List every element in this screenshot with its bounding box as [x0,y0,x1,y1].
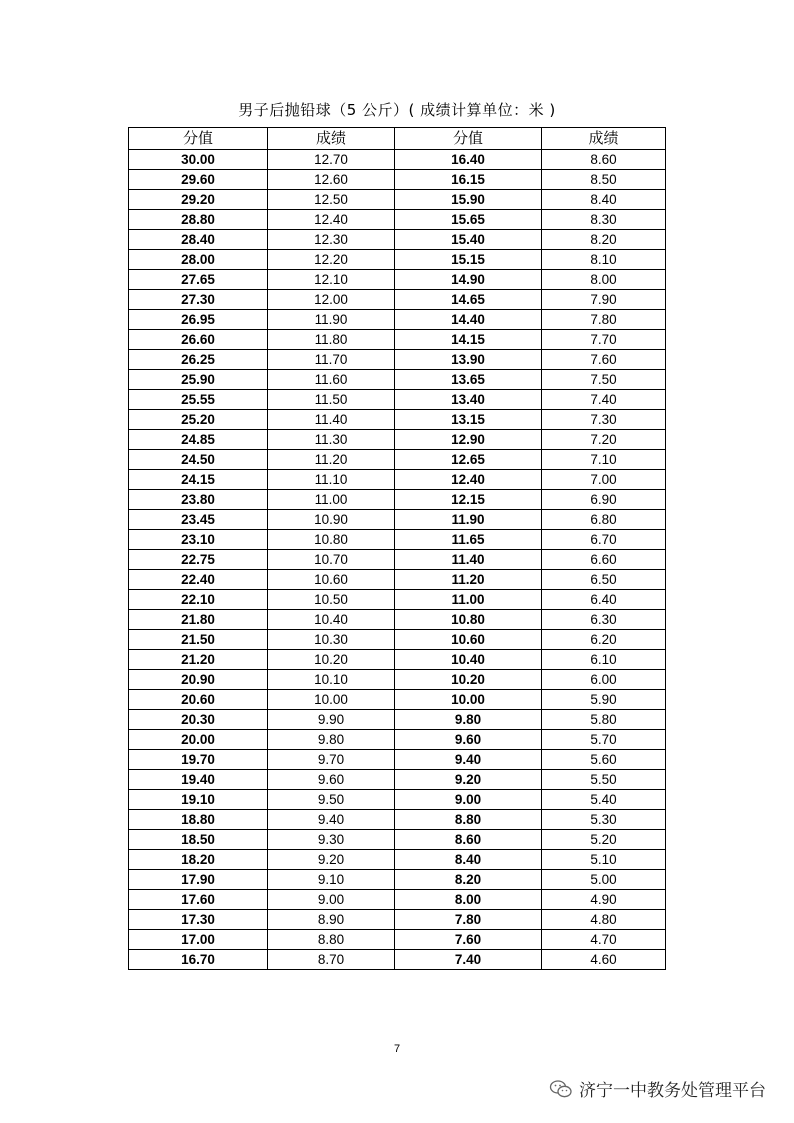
cell-score-1: 24.50 [129,450,268,470]
table-row [129,470,666,490]
cell-result-1: 10.00 [268,690,395,710]
cell-score-2: 10.20 [395,670,542,690]
cell-result-1: 10.90 [268,510,395,530]
cell-score-1: 19.10 [129,790,268,810]
cell-result-2: 6.30 [542,610,666,630]
cell-result-2: 7.70 [542,330,666,350]
cell-score-1: 24.85 [129,430,268,450]
cell-score-1: 21.80 [129,610,268,630]
cell-score-1: 27.65 [129,270,268,290]
cell-result-2: 7.80 [542,310,666,330]
table-title: 男子后抛铅球（5 公斤）( 成绩计算单位：米 ) [238,101,556,119]
table-row [129,170,666,190]
cell-score-1: 21.20 [129,650,268,670]
table-row [129,390,666,410]
cell-result-1: 8.70 [268,950,395,970]
cell-result-2: 5.20 [542,830,666,850]
cell-score-2: 15.15 [395,250,542,270]
table-row [129,830,666,850]
table-row [129,750,666,770]
cell-score-2: 13.15 [395,410,542,430]
table-row [129,450,666,470]
cell-score-1: 17.00 [129,930,268,950]
cell-score-1: 21.50 [129,630,268,650]
cell-result-2: 8.30 [542,210,666,230]
cell-result-2: 6.50 [542,570,666,590]
table-body [129,150,666,970]
cell-result-2: 4.90 [542,890,666,910]
cell-score-1: 28.00 [129,250,268,270]
cell-score-1: 23.45 [129,510,268,530]
table-row [129,510,666,530]
cell-result-2: 4.70 [542,930,666,950]
cell-score-2: 9.20 [395,770,542,790]
cell-score-2: 15.40 [395,230,542,250]
cell-score-1: 25.55 [129,390,268,410]
table-row [129,310,666,330]
cell-score-2: 10.00 [395,690,542,710]
cell-score-1: 30.00 [129,150,268,170]
cell-score-2: 14.65 [395,290,542,310]
cell-score-2: 14.40 [395,310,542,330]
cell-score-1: 26.60 [129,330,268,350]
cell-result-1: 8.90 [268,910,395,930]
table-row [129,370,666,390]
cell-score-1: 20.60 [129,690,268,710]
cell-result-1: 10.60 [268,570,395,590]
header-row [129,128,666,150]
cell-result-2: 8.10 [542,250,666,270]
cell-score-2: 11.90 [395,510,542,530]
cell-score-2: 8.00 [395,890,542,910]
table-row [129,610,666,630]
cell-result-1: 9.40 [268,810,395,830]
table-row [129,410,666,430]
footer-text: 济宁一中教务处管理平台 [579,1081,766,1101]
cell-result-1: 12.20 [268,250,395,270]
table-row [129,290,666,310]
cell-score-1: 27.30 [129,290,268,310]
cell-result-1: 11.60 [268,370,395,390]
cell-score-2: 16.15 [395,170,542,190]
table-row [129,270,666,290]
header-result-1: 成绩 [268,128,395,150]
cell-score-1: 24.15 [129,470,268,490]
cell-result-2: 5.40 [542,790,666,810]
table-row [129,530,666,550]
cell-result-2: 6.20 [542,630,666,650]
cell-score-1: 17.60 [129,890,268,910]
cell-result-1: 11.20 [268,450,395,470]
cell-score-1: 29.20 [129,190,268,210]
table-row [129,150,666,170]
cell-score-1: 19.40 [129,770,268,790]
table-row [129,850,666,870]
cell-score-2: 7.40 [395,950,542,970]
cell-score-1: 17.90 [129,870,268,890]
cell-score-1: 18.80 [129,810,268,830]
table-row [129,730,666,750]
cell-result-2: 6.80 [542,510,666,530]
cell-score-2: 12.90 [395,430,542,450]
table-row [129,910,666,930]
cell-result-2: 7.90 [542,290,666,310]
cell-score-2: 9.60 [395,730,542,750]
cell-result-1: 10.20 [268,650,395,670]
table-row [129,810,666,830]
cell-result-1: 8.80 [268,930,395,950]
header-result-2: 成绩 [542,128,666,150]
cell-score-2: 14.15 [395,330,542,350]
cell-score-1: 22.10 [129,590,268,610]
cell-score-2: 13.90 [395,350,542,370]
cell-result-1: 12.10 [268,270,395,290]
cell-score-2: 8.60 [395,830,542,850]
cell-result-1: 10.80 [268,530,395,550]
cell-result-1: 11.10 [268,470,395,490]
cell-result-1: 10.70 [268,550,395,570]
cell-result-1: 12.00 [268,290,395,310]
cell-score-2: 12.15 [395,490,542,510]
cell-result-2: 7.30 [542,410,666,430]
table-row [129,930,666,950]
cell-result-2: 7.40 [542,390,666,410]
cell-score-1: 28.40 [129,230,268,250]
cell-result-2: 5.10 [542,850,666,870]
cell-result-2: 8.40 [542,190,666,210]
cell-result-2: 7.00 [542,470,666,490]
cell-score-1: 19.70 [129,750,268,770]
cell-score-2: 11.65 [395,530,542,550]
cell-result-2: 4.60 [542,950,666,970]
table-row [129,670,666,690]
cell-score-1: 20.00 [129,730,268,750]
cell-result-2: 6.00 [542,670,666,690]
table-row [129,950,666,970]
cell-result-1: 9.90 [268,710,395,730]
cell-score-1: 23.80 [129,490,268,510]
cell-result-1: 9.70 [268,750,395,770]
cell-result-2: 6.10 [542,650,666,670]
cell-score-1: 26.25 [129,350,268,370]
cell-result-2: 5.80 [542,710,666,730]
wechat-icon [549,1079,573,1099]
cell-score-2: 11.00 [395,590,542,610]
cell-score-2: 8.40 [395,850,542,870]
cell-score-1: 23.10 [129,530,268,550]
table-row [129,630,666,650]
cell-score-2: 8.20 [395,870,542,890]
cell-score-1: 16.70 [129,950,268,970]
cell-score-2: 7.60 [395,930,542,950]
table-row [129,570,666,590]
cell-score-1: 22.40 [129,570,268,590]
table-row [129,490,666,510]
table-row [129,230,666,250]
cell-result-1: 12.70 [268,150,395,170]
cell-score-2: 15.90 [395,190,542,210]
cell-score-2: 13.65 [395,370,542,390]
cell-result-1: 12.50 [268,190,395,210]
table-row [129,590,666,610]
table-row [129,550,666,570]
cell-result-2: 7.10 [542,450,666,470]
page-number: 7 [393,1043,401,1055]
cell-score-2: 9.00 [395,790,542,810]
cell-result-2: 6.70 [542,530,666,550]
cell-score-1: 29.60 [129,170,268,190]
cell-result-2: 5.30 [542,810,666,830]
score-table [128,127,666,970]
cell-score-2: 11.40 [395,550,542,570]
table-row [129,650,666,670]
cell-score-1: 25.20 [129,410,268,430]
cell-score-2: 10.40 [395,650,542,670]
cell-score-2: 12.40 [395,470,542,490]
cell-result-2: 8.00 [542,270,666,290]
cell-score-1: 20.30 [129,710,268,730]
cell-result-1: 11.30 [268,430,395,450]
cell-result-1: 11.40 [268,410,395,430]
cell-score-1: 22.75 [129,550,268,570]
cell-result-2: 8.50 [542,170,666,190]
cell-result-1: 10.40 [268,610,395,630]
cell-result-2: 5.70 [542,730,666,750]
table-row [129,710,666,730]
table-row [129,190,666,210]
footer-watermark [549,1076,766,1101]
table-row [129,430,666,450]
cell-result-1: 12.60 [268,170,395,190]
cell-score-2: 7.80 [395,910,542,930]
cell-result-1: 10.10 [268,670,395,690]
cell-score-2: 13.40 [395,390,542,410]
cell-score-2: 9.40 [395,750,542,770]
cell-result-2: 5.90 [542,690,666,710]
table-row [129,890,666,910]
cell-score-2: 11.20 [395,570,542,590]
cell-score-2: 8.80 [395,810,542,830]
table-row [129,770,666,790]
cell-score-2: 10.60 [395,630,542,650]
cell-result-1: 10.30 [268,630,395,650]
table-row [129,690,666,710]
table-row [129,250,666,270]
cell-score-2: 15.65 [395,210,542,230]
cell-result-1: 9.30 [268,830,395,850]
cell-result-1: 11.90 [268,310,395,330]
cell-result-2: 4.80 [542,910,666,930]
cell-result-1: 9.50 [268,790,395,810]
cell-result-2: 6.40 [542,590,666,610]
cell-result-1: 11.80 [268,330,395,350]
cell-score-2: 14.90 [395,270,542,290]
cell-result-2: 7.50 [542,370,666,390]
table-row [129,330,666,350]
cell-result-2: 6.90 [542,490,666,510]
cell-result-1: 12.30 [268,230,395,250]
cell-result-2: 7.20 [542,430,666,450]
cell-score-1: 20.90 [129,670,268,690]
cell-result-2: 5.50 [542,770,666,790]
cell-result-2: 5.60 [542,750,666,770]
cell-result-2: 8.60 [542,150,666,170]
cell-score-1: 28.80 [129,210,268,230]
cell-score-1: 18.20 [129,850,268,870]
cell-result-2: 8.20 [542,230,666,250]
cell-score-1: 18.50 [129,830,268,850]
cell-result-1: 9.80 [268,730,395,750]
cell-result-1: 9.20 [268,850,395,870]
cell-score-1: 17.30 [129,910,268,930]
cell-result-2: 7.60 [542,350,666,370]
table-row [129,210,666,230]
cell-result-1: 12.40 [268,210,395,230]
table-row [129,790,666,810]
cell-score-1: 26.95 [129,310,268,330]
cell-score-2: 10.80 [395,610,542,630]
cell-result-1: 9.60 [268,770,395,790]
table-row [129,350,666,370]
cell-score-2: 12.65 [395,450,542,470]
table-row [129,870,666,890]
cell-result-2: 6.60 [542,550,666,570]
header-score-2: 分值 [395,128,542,150]
cell-result-1: 11.50 [268,390,395,410]
cell-result-2: 5.00 [542,870,666,890]
cell-result-1: 11.70 [268,350,395,370]
cell-result-1: 9.10 [268,870,395,890]
cell-result-1: 10.50 [268,590,395,610]
cell-result-1: 9.00 [268,890,395,910]
cell-score-2: 9.80 [395,710,542,730]
cell-result-1: 11.00 [268,490,395,510]
cell-score-2: 16.40 [395,150,542,170]
cell-score-1: 25.90 [129,370,268,390]
header-score-1: 分值 [129,128,268,150]
